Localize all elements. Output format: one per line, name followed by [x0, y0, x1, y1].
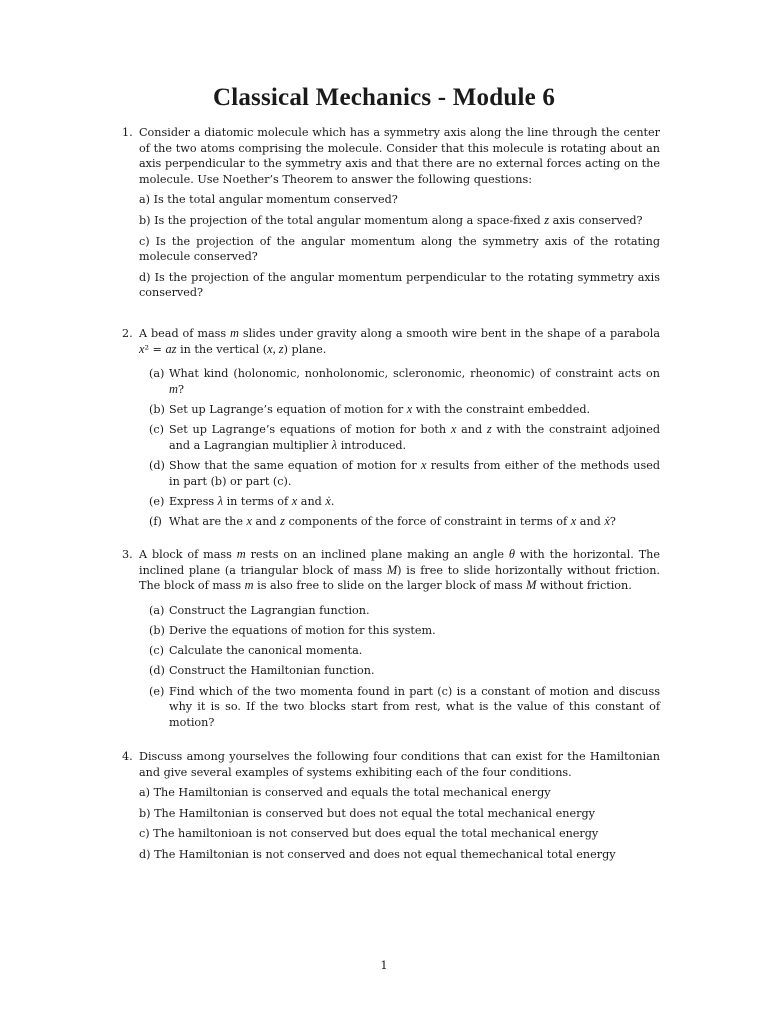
question-part	[149, 663, 660, 679]
part-label: (a)	[149, 367, 165, 381]
part-label: (f)	[149, 514, 162, 528]
problem-1	[122, 125, 660, 301]
problem-number: 3.	[122, 548, 133, 561]
part-label: (b)	[149, 402, 165, 416]
problem-intro: A bead of mass m slides under gravity along a smooth wire bent in the shape of a parabola x² = az in the vertical (x, z) plane.	[139, 326, 660, 356]
question-part	[149, 643, 660, 659]
question-part	[149, 623, 660, 639]
question-part: (b) Set up Lagrange’s equation of motion for x with the constraint embedded.	[149, 401, 591, 416]
question-part: (f) What are the x and z components of the force of constraint in terms of x and ẋ?	[149, 513, 616, 528]
question-part	[149, 684, 660, 731]
problem-2	[122, 326, 660, 530]
part-text: Construct the Hamiltonian function.	[169, 664, 375, 678]
problem-4	[122, 749, 660, 863]
part-label: (b)	[149, 623, 165, 637]
question-part	[149, 603, 660, 619]
part-label: (e)	[149, 494, 165, 508]
part-label: (e)	[149, 684, 165, 698]
part-label: (c)	[149, 644, 164, 658]
part-text: Find which of the two momenta found in part (c) is a constant of motion and discuss why it is so. If the two blocks start from rest, what is the value of this constant of motion?	[169, 684, 660, 729]
problem-number: 4.	[122, 750, 133, 763]
problem-intro: Consider a diatomic molecule which has a symmetry axis along the line through the center of the two atoms comprising the molecule. Consider that this molecule is rotating about an axis perpendicular to the symmetry axis and that there are no external forces acting on the molecule. Use Noether’s Theorem to answer the following questions:	[139, 126, 660, 186]
page-title: Classical Mechanics - Module 6	[212, 84, 556, 111]
problem-3	[122, 547, 660, 730]
part-label: (a)	[149, 603, 165, 617]
question-part: b) The Hamiltonian is conserved but does not equal the total mechanical energy	[139, 806, 595, 820]
question-part: a) The Hamiltonian is conserved and equals the total mechanical energy	[139, 786, 551, 800]
problem-number: 2.	[122, 327, 133, 340]
question-part: (d) Show that the same equation of motion for x results from either of the methods used in part (b) or part (c).	[149, 457, 660, 488]
part-label: (d)	[149, 458, 165, 472]
part-text: Construct the Lagrangian function.	[169, 603, 370, 617]
part-text: Derive the equations of motion for this system.	[169, 623, 436, 637]
question-part: d) The Hamiltonian is not conserved and does not equal themechanical total energy	[139, 847, 616, 861]
question-part: c) Is the projection of the angular momentum along the symmetry axis of the rotating molecule conserved?	[139, 234, 660, 264]
part-label: (c)	[149, 423, 164, 437]
question-part: c) The hamiltonioan is not conserved but does equal the total mechanical energy	[139, 827, 599, 841]
question-part: a) Is the total angular momentum conserved?	[139, 193, 398, 207]
part-label: (d)	[149, 664, 165, 678]
part-text: Calculate the canonical momenta.	[169, 644, 363, 658]
question-part: (c) Set up Lagrange’s equations of motion for both x and z with the constraint adjoined and a Lagrangian multiplier λ introduced.	[149, 422, 660, 452]
question-part: (a) What kind (holonomic, nonholonomic, scleronomic, rheonomic) of constraint acts on m?	[149, 367, 660, 396]
problem-intro: Discuss among yourselves the following four conditions that can exist for the Hamiltonian and give several examples of systems exhibiting each of the four conditions.	[139, 750, 660, 779]
page-number: 1	[380, 958, 388, 972]
question-part: (e) Express λ in terms of x and ẋ.	[149, 493, 335, 508]
problem-intro: A block of mass m rests on an inclined plane making an angle θ with the horizontal. The inclined plane (a triangular block of mass M) is free to slide horizontally without friction. The block of mass m is also free to slide on the larger block of mass M without friction.	[139, 547, 660, 593]
question-part: b) Is the projection of the total angular momentum along a space-fixed z axis conserved?	[139, 212, 643, 227]
problem-number: 1.	[122, 126, 133, 139]
question-part: d) Is the projection of the angular momentum perpendicular to the rotating symmetry axis conserved?	[139, 270, 660, 300]
